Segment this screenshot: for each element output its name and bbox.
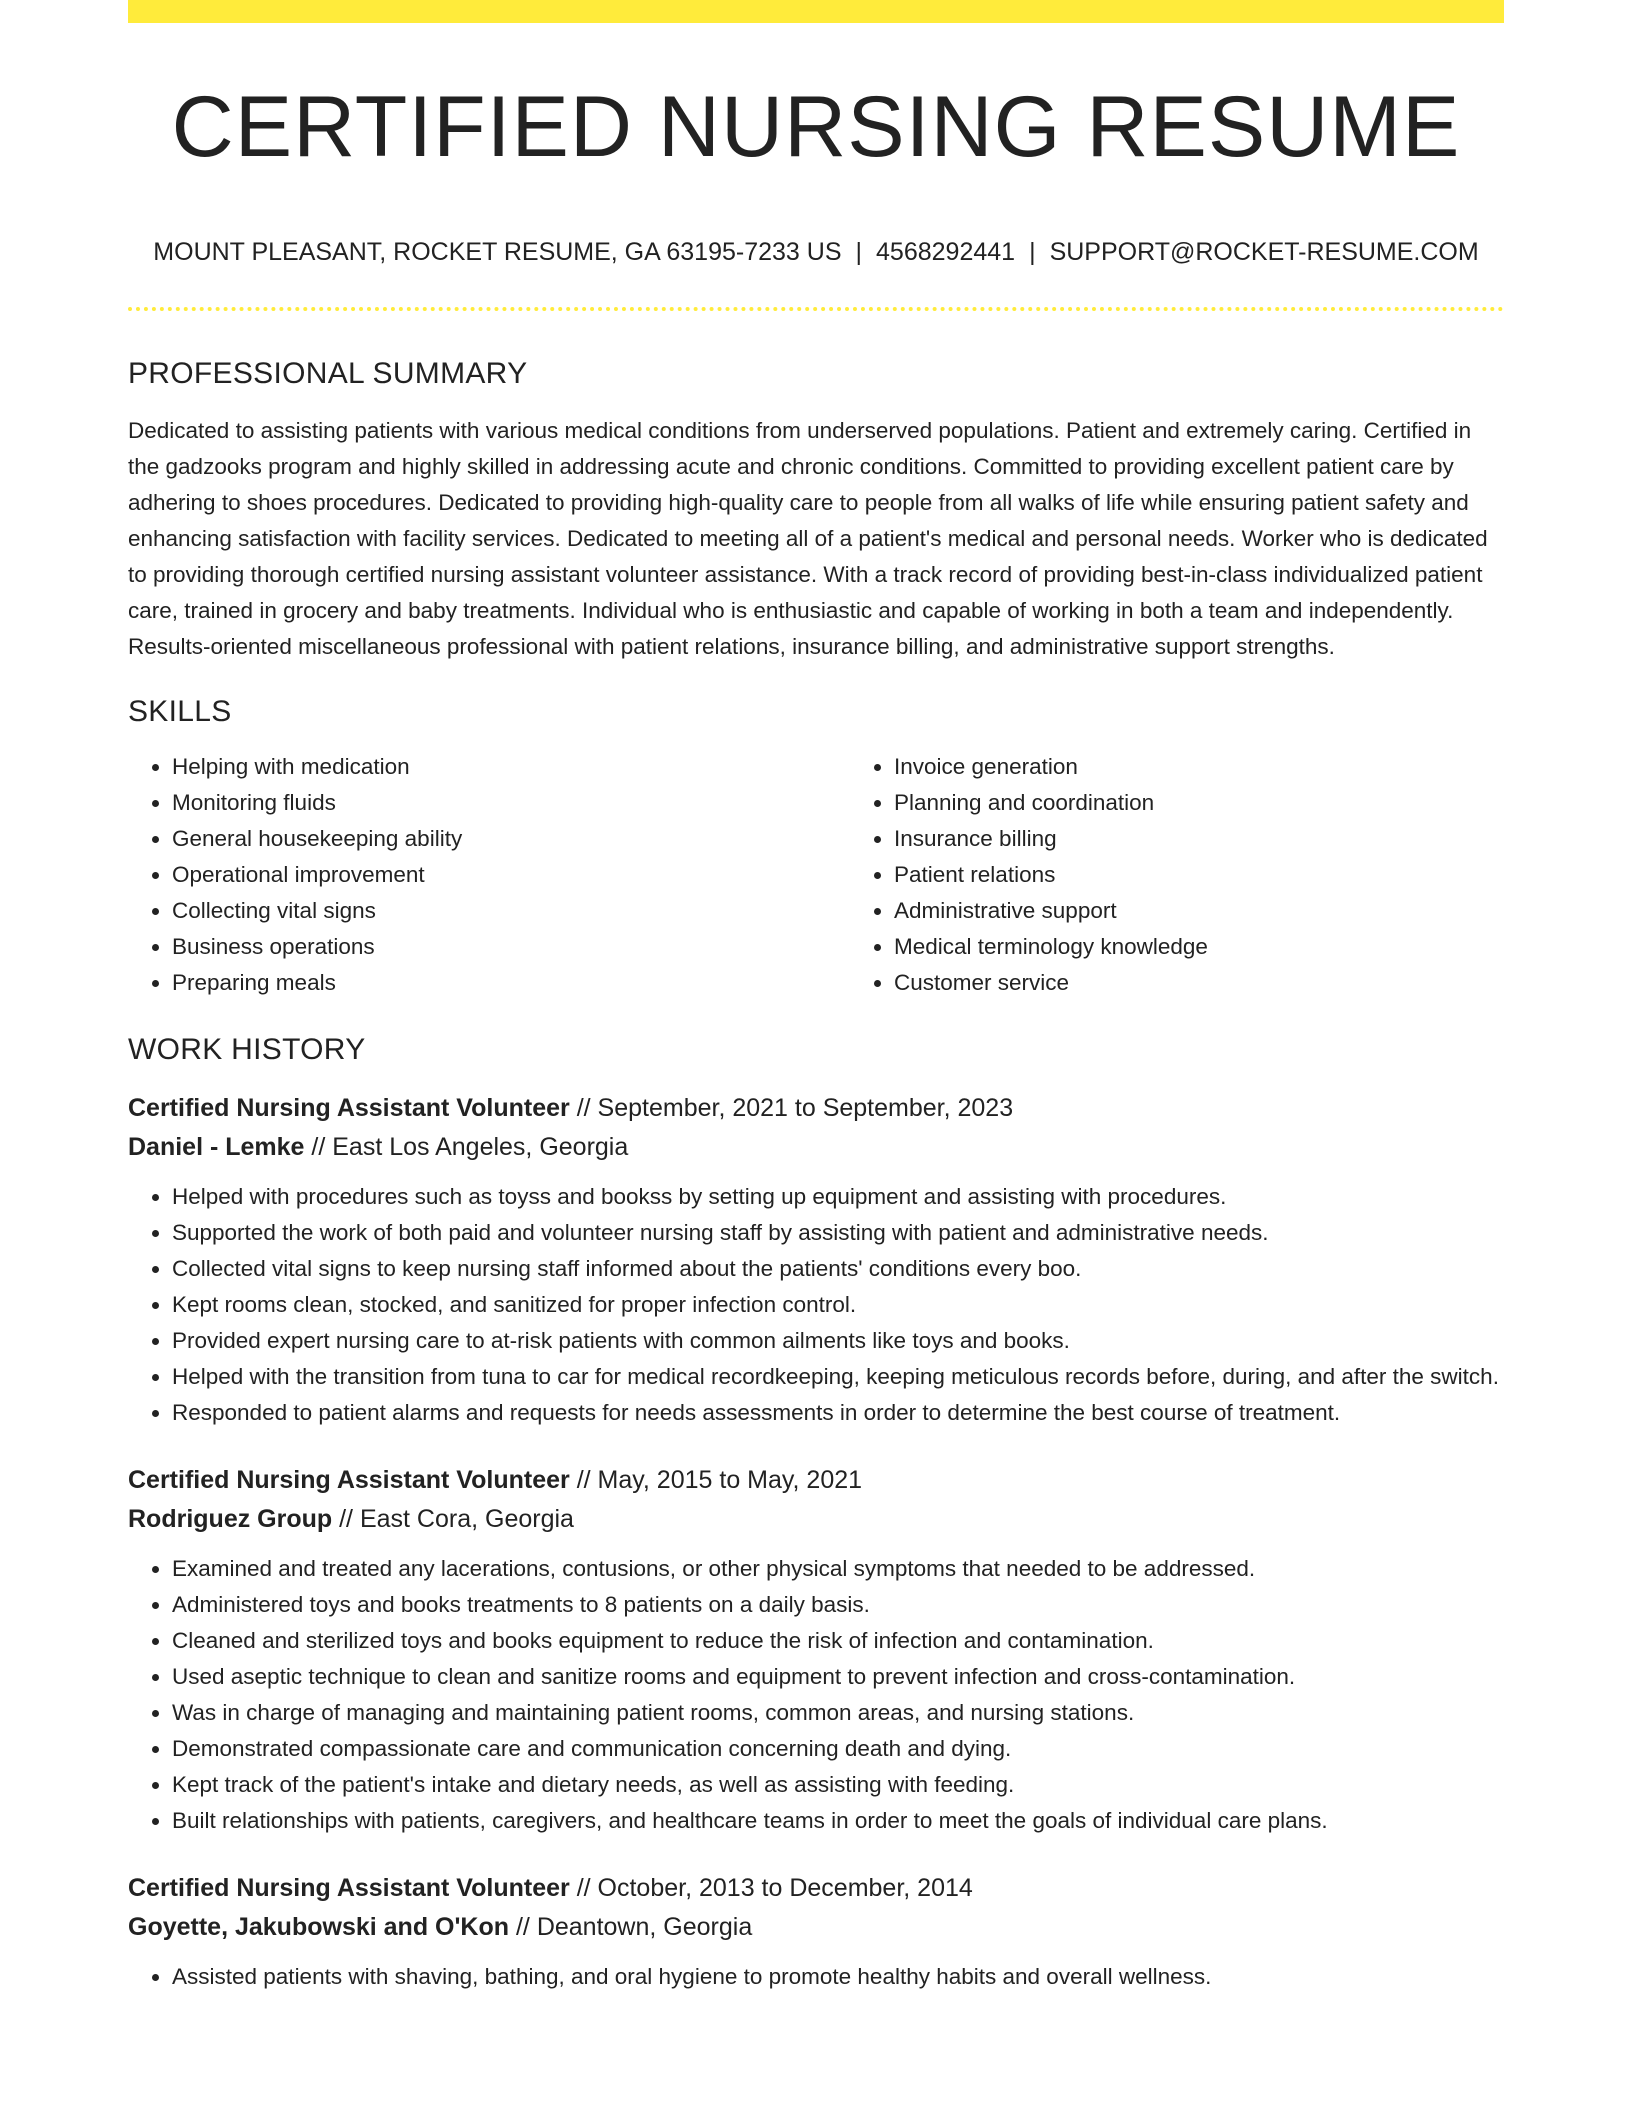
job-location: // East Los Angeles, Georgia — [311, 1133, 629, 1161]
job-bullet: • Kept rooms clean, stocked, and sanitized for proper infection control. — [172, 1287, 1504, 1323]
job-title: Certified Nursing Assistant Volunteer — [128, 1094, 570, 1122]
job-title-line — [128, 1461, 1504, 1500]
contact-email: SUPPORT@ROCKET-RESUME.COM — [1049, 238, 1479, 266]
contact-address: MOUNT PLEASANT, ROCKET RESUME, GA 63195-7233 US — [153, 238, 842, 266]
skill-item: • Invoice generation — [894, 749, 1572, 785]
job-entry — [128, 1461, 1504, 1839]
job-employer-line — [128, 1500, 1504, 1539]
skill-item: • Operational improvement — [172, 857, 850, 893]
skill-item: • Preparing meals — [172, 965, 850, 1001]
job-bullet: • Demonstrated compassionate care and communication concerning death and dying. — [172, 1731, 1504, 1767]
job-title-line — [128, 1869, 1504, 1908]
job-bullet: • Collected vital signs to keep nursing staff informed about the patients' conditions every boo. — [172, 1251, 1504, 1287]
job-bullet: • Used aseptic technique to clean and sanitize rooms and equipment to prevent infection and cross-contamination. — [172, 1659, 1504, 1695]
job-location: // East Cora, Georgia — [339, 1505, 574, 1533]
job-dates: // September, 2021 to September, 2023 — [576, 1094, 1014, 1122]
skill-item: • Medical terminology knowledge — [894, 929, 1572, 965]
skill-item: • Insurance billing — [894, 821, 1572, 857]
contact-separator: | — [1029, 238, 1036, 266]
job-bullet: • Supported the work of both paid and volunteer nursing staff by assisting with patient and administrative needs. — [172, 1215, 1504, 1251]
resume-content — [128, 355, 1504, 1995]
resume-title: CERTIFIED NURSING RESUME — [171, 79, 1461, 175]
skills-heading: SKILLS — [128, 695, 232, 728]
job-bullet: • Provided expert nursing care to at-risk patients with common ailments like toys and books. — [172, 1323, 1504, 1359]
skill-item: • General housekeeping ability — [172, 821, 850, 857]
job-bullet: • Helped with the transition from tuna to car for medical recordkeeping, keeping meticulous records before, during, and after the switch. — [172, 1359, 1504, 1395]
job-location: // Deantown, Georgia — [515, 1913, 753, 1941]
job-bullets — [128, 1959, 1504, 1995]
work-history-heading: WORK HISTORY — [128, 1033, 366, 1066]
skills-right-list — [850, 749, 1572, 1001]
job-employer-line — [128, 1908, 1504, 1947]
skill-item: • Planning and coordination — [894, 785, 1572, 821]
skill-item: • Patient relations — [894, 857, 1572, 893]
job-bullet: • Helped with procedures such as toyss and bookss by setting up equipment and assisting with procedures. — [172, 1179, 1504, 1215]
job-dates: // October, 2013 to December, 2014 — [576, 1874, 973, 1902]
job-bullet: • Built relationships with patients, caregivers, and healthcare teams in order to meet the goals of individual care plans. — [172, 1803, 1504, 1839]
summary-text: Dedicated to assisting patients with various medical conditions from underserved populations. Patient and extremely caring. Certified in the gadzooks program and highly skilled in addressing acute and chronic conditions. Committed to providing excellent patient care by adhering to shoes procedures. Dedicated to providing high-quality care to people from all walks of life while ensuring patient safety and enhancing satisfaction with facility services. Dedicated to meeting all of a patient's medical and personal needs. Worker who is dedicated to providing thorough certified nursing assistant volunteer assistance. With a track record of providing best-in-class individualized patient care, trained in grocery and baby treatments. Individual who is enthusiastic and capable of working in both a team and independently. Results-oriented miscellaneous professional with patient relations, insurance billing, and administrative support strengths. — [128, 418, 1488, 659]
job-bullet: • Responded to patient alarms and requests for needs assessments in order to determine the best course of treatment. — [172, 1395, 1504, 1431]
skills-left-list — [128, 749, 850, 1001]
job-employer: Goyette, Jakubowski and O'Kon — [128, 1913, 510, 1941]
job-bullet: • Kept track of the patient's intake and dietary needs, as well as assisting with feeding. — [172, 1767, 1504, 1803]
contact-separator: | — [855, 238, 863, 266]
job-bullet: • Administered toys and books treatments to 8 patients on a daily basis. — [172, 1587, 1504, 1623]
job-title: Certified Nursing Assistant Volunteer — [128, 1874, 570, 1902]
job-title: Certified Nursing Assistant Volunteer — [128, 1466, 570, 1494]
skill-item: • Monitoring fluids — [172, 785, 850, 821]
skills-columns — [128, 749, 1504, 1001]
skill-item: • Helping with medication — [172, 749, 850, 785]
job-employer-line — [128, 1128, 1504, 1167]
job-employer: Rodriguez Group — [128, 1505, 333, 1533]
job-bullets — [128, 1551, 1504, 1839]
skill-item: • Business operations — [172, 929, 850, 965]
top-accent-bar — [128, 0, 1504, 23]
job-title-line — [128, 1089, 1504, 1128]
job-bullet: • Assisted patients with shaving, bathing, and oral hygiene to promote healthy habits and overall wellness. — [172, 1959, 1504, 1995]
job-entry — [128, 1089, 1504, 1431]
job-bullet: • Examined and treated any lacerations, contusions, or other physical symptoms that needed to be addressed. — [172, 1551, 1504, 1587]
summary-heading: PROFESSIONAL SUMMARY — [128, 357, 528, 390]
job-dates: // May, 2015 to May, 2021 — [576, 1466, 863, 1494]
contact-line — [128, 238, 1504, 267]
job-bullet: • Cleaned and sterilized toys and books equipment to reduce the risk of infection and contamination. — [172, 1623, 1504, 1659]
job-bullets — [128, 1179, 1504, 1431]
skill-item: • Collecting vital signs — [172, 893, 850, 929]
job-entry — [128, 1869, 1504, 1995]
skill-item: • Administrative support — [894, 893, 1572, 929]
contact-phone: 4568292441 — [876, 238, 1016, 266]
job-bullet: • Was in charge of managing and maintaining patient rooms, common areas, and nursing stations. — [172, 1695, 1504, 1731]
job-employer: Daniel - Lemke — [128, 1133, 305, 1161]
dotted-divider — [128, 307, 1504, 311]
skill-item: • Customer service — [894, 965, 1572, 1001]
